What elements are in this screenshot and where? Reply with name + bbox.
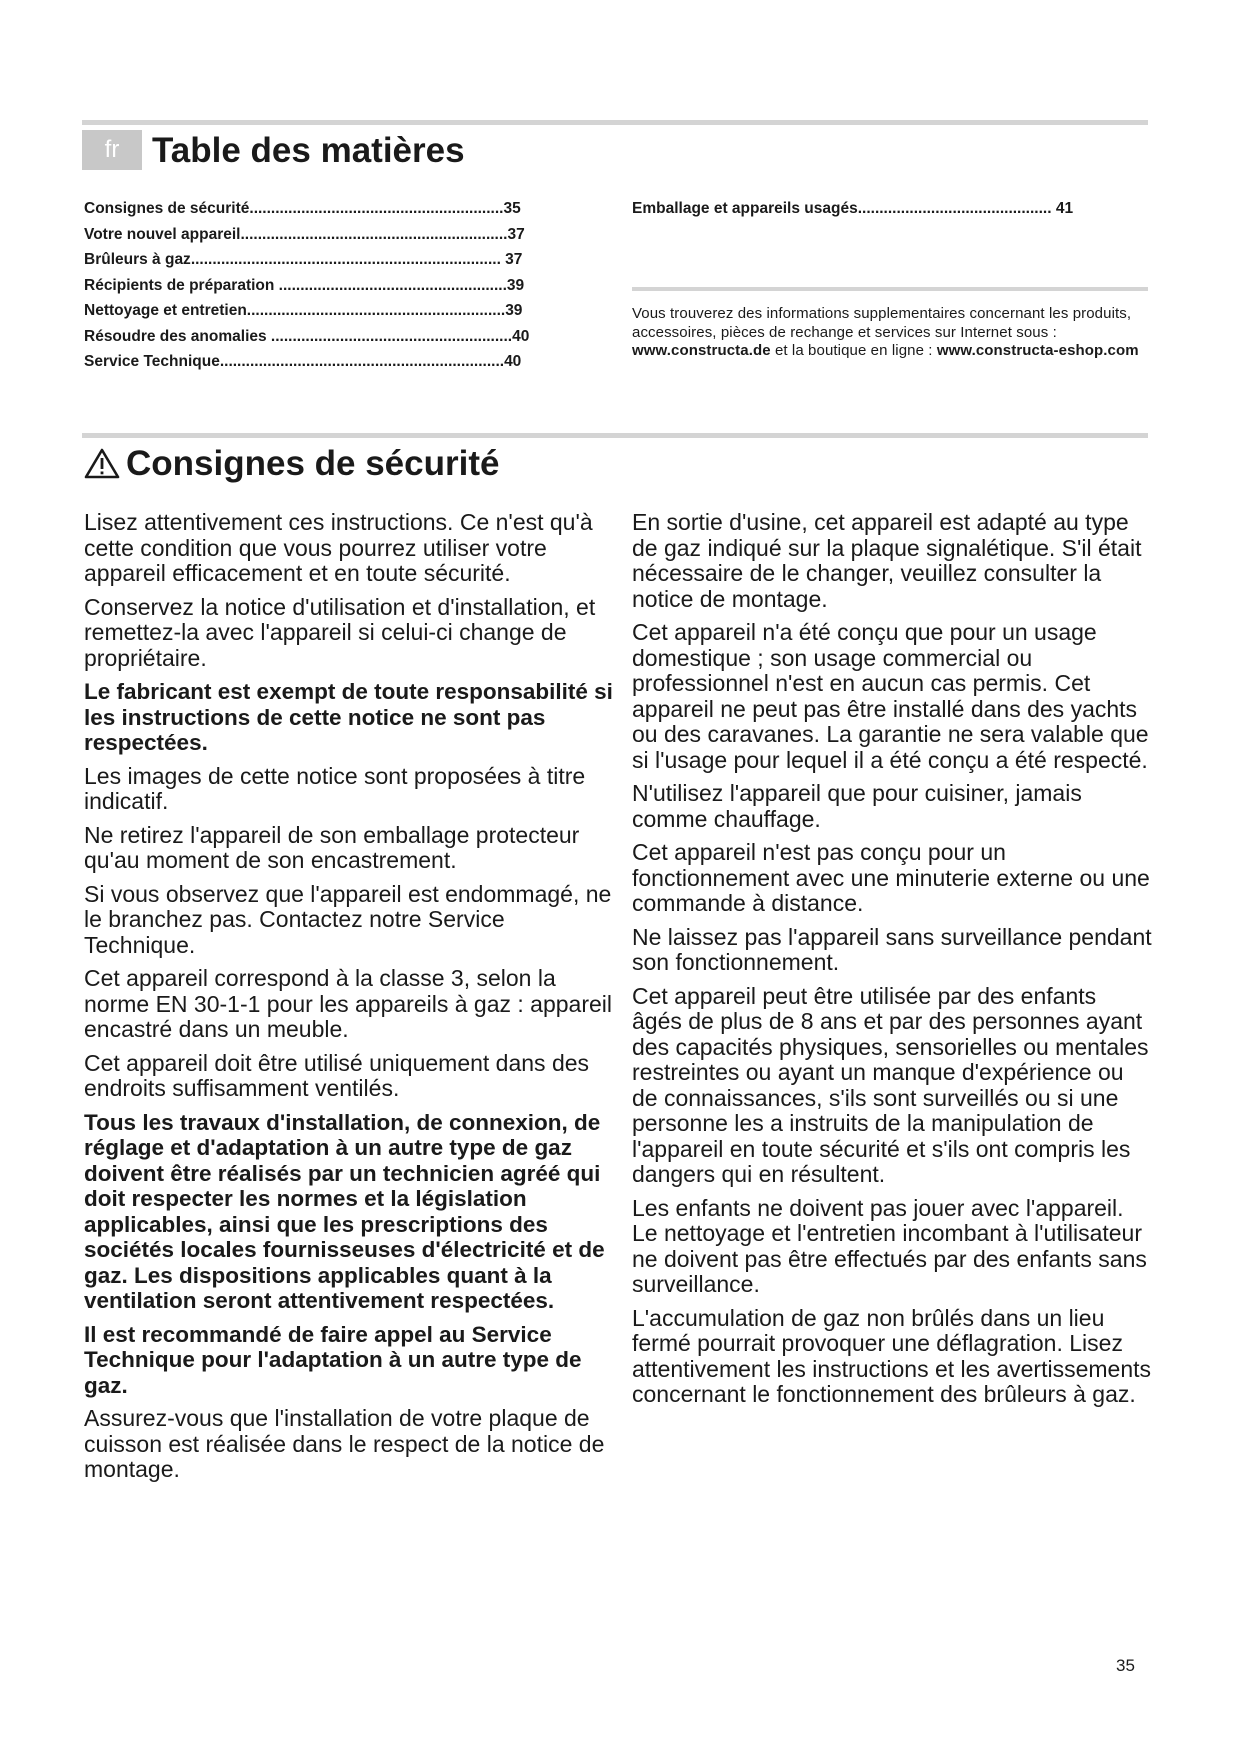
toc-entry-dots: ........................................................ bbox=[266, 327, 513, 345]
safety-paragraph: Cet appareil n'est pas conçu pour un fonctionnement avec une minuterie externe ou une commande à distance. bbox=[632, 839, 1150, 916]
safety-paragraph: Si vous observez que l'appareil est endommagé, ne le branchez pas. Contactez notre Service Technique. bbox=[84, 880, 612, 958]
info-text-1: Vous trouverez des informations supplementaires concernant les produits, accessoires, pièces de rechange et services sur Internet sous : bbox=[632, 305, 1132, 341]
toc-entry-page: 37 bbox=[500, 251, 523, 268]
toc-entry-title: Service Technique bbox=[84, 353, 220, 370]
safety-paragraph: N'utilisez l'appareil que pour cuisiner, jamais comme chauffage. bbox=[632, 780, 1082, 832]
toc-entry-dots: ........................................................................ bbox=[190, 251, 501, 268]
toc-entry-dots: .............................................................. bbox=[240, 225, 508, 243]
safety-bold-paragraph: Le fabricant est exempt de toute responsabilité si les instructions de cette notice ne sont pas respectées. bbox=[84, 679, 613, 755]
toc-entry-page: 37 bbox=[507, 225, 525, 243]
safety-right-column bbox=[632, 510, 1152, 1416]
toc-entry-dots: ........................................................... bbox=[249, 200, 504, 217]
toc-entry[interactable] bbox=[84, 324, 614, 350]
page-number: 35 bbox=[1116, 1656, 1135, 1675]
toc-title: Table des matières bbox=[152, 131, 465, 170]
info-top-rule bbox=[632, 287, 1148, 291]
toc-entry[interactable] bbox=[84, 196, 614, 222]
toc-entry[interactable] bbox=[632, 196, 1132, 222]
toc-entry[interactable] bbox=[84, 298, 614, 324]
toc-entry-title: Brûleurs à gaz bbox=[84, 251, 191, 268]
toc-entry-title: Nettoyage et entretien bbox=[84, 302, 247, 319]
toc-entry-title: Résoudre des anomalies bbox=[84, 327, 267, 345]
toc-entry-dots: .................................................................. bbox=[219, 353, 505, 370]
info-text-2: et la boutique en ligne : bbox=[770, 342, 937, 359]
toc-entry-title: Récipients de préparation bbox=[84, 276, 275, 294]
toc-top-rule bbox=[82, 120, 1148, 125]
safety-paragraph: Cet appareil peut être utilisée par des enfants âgés de plus de 8 ans et par des personnes ayant des capacités physiques, sensorielles ou mentales restreintes ou ayant un manque d'expérience ou de connaissances, s'ils sont surveillés ou si une personne les a instruits de la manipulation de l'appareil en toute sécurité et s'ils ont compris les dangers qui en résultent. bbox=[632, 982, 1149, 1187]
toc-entry[interactable] bbox=[84, 349, 614, 375]
safety-title: Consignes de sécurité bbox=[126, 444, 500, 483]
safety-paragraph: Lisez attentivement ces instructions. Ce n'est qu'à cette condition que vous pourrez utiliser votre appareil efficacement et en toute sécurité. bbox=[84, 509, 593, 586]
toc-entry-page: 35 bbox=[503, 200, 521, 217]
toc-entry-dots: ..................................................... bbox=[274, 276, 507, 294]
info-paragraph bbox=[632, 305, 1150, 361]
safety-left-column bbox=[84, 510, 614, 1491]
warning-triangle-icon bbox=[84, 447, 120, 488]
safety-paragraph: L'accumulation de gaz non brûlés dans un lieu fermé pourrait provoquer une déflagration. Lisez attentivement les instructions et les avertissements concernant le fonctionnement des brûleurs à gaz. bbox=[632, 1304, 1152, 1407]
safety-paragraph: En sortie d'usine, cet appareil est adapté au type de gaz indiqué sur la plaque signalétique. S'il était nécessaire de le changer, veuillez consulter la notice de montage. bbox=[632, 509, 1142, 612]
safety-paragraph: Les enfants ne doivent pas jouer avec l'appareil. Le nettoyage et l'entretien incombant à l'utilisateur ne doivent pas être effectués par des enfants sans surveillance. bbox=[632, 1194, 1147, 1297]
toc-right-column bbox=[632, 196, 1132, 222]
language-badge: fr bbox=[82, 130, 142, 170]
info-url-constructa: www.constructa.de bbox=[632, 342, 771, 359]
toc-entry-page: 40 bbox=[512, 327, 530, 345]
toc-left-column bbox=[84, 196, 614, 375]
safety-bold-paragraph: Il est recommandé de faire appel au Service Technique pour l'adaptation à un autre type de gaz. bbox=[84, 1321, 582, 1398]
toc-entry-page: 39 bbox=[506, 276, 525, 294]
toc-entry-dots: ............................................................ bbox=[246, 302, 506, 319]
safety-paragraph: Assurez-vous que l'installation de votre plaque de cuisson est réalisée dans le respect de la notice de montage. bbox=[84, 1405, 605, 1482]
toc-entry-title: Emballage et appareils usagés bbox=[632, 200, 858, 217]
safety-paragraph: Conservez la notice d'utilisation et d'installation, et remettez-la avec l'appareil si celui-ci change de propriétaire. bbox=[84, 593, 596, 671]
safety-paragraph: Cet appareil doit être utilisé uniquement dans des endroits suffisamment ventilés. bbox=[84, 1049, 590, 1101]
safety-top-rule bbox=[82, 433, 1148, 438]
toc-entry-page: 39 bbox=[505, 302, 523, 319]
safety-paragraph: Ne retirez l'appareil de son emballage protecteur qu'au moment de son encastrement. bbox=[84, 821, 580, 873]
safety-title-heading bbox=[84, 444, 499, 488]
toc-entry-dots: ............................................. bbox=[857, 200, 1052, 217]
toc-entry-title: Votre nouvel appareil bbox=[84, 225, 241, 243]
toc-entry-title: Consignes de sécurité bbox=[84, 200, 250, 217]
toc-entry[interactable] bbox=[84, 222, 614, 248]
toc-entry-page: 40 bbox=[504, 353, 522, 370]
info-url-eshop: www.constructa-eshop.com bbox=[936, 342, 1139, 359]
toc-entry-page: 41 bbox=[1051, 200, 1074, 217]
safety-paragraph: Ne laissez pas l'appareil sans surveillance pendant son fonctionnement. bbox=[632, 923, 1152, 975]
toc-entry[interactable] bbox=[84, 273, 614, 299]
safety-bold-paragraph: Tous les travaux d'installation, de connexion, de réglage et d'adaptation à un autre type de gaz doivent être réalisés par un technicien agréé qui doit respecter les normes et la législation applicables, ainsi que les prescriptions des sociétés locales fournisseuses d'électricité et de gaz. Les dispositions applicables quant à la ventilation seront attentivement respectées. bbox=[84, 1109, 605, 1313]
safety-paragraph: Les images de cette notice sont proposées à titre indicatif. bbox=[84, 762, 586, 814]
safety-paragraph: Cet appareil n'a été conçu que pour un usage domestique ; son usage commercial ou professionnel n'est en aucun cas permis. Cet appareil ne peut pas être installé dans des yachts ou des caravanes. La garantie ne sera valable que si l'usage pour lequel il a été conçu a été respecté. bbox=[632, 619, 1149, 773]
safety-paragraph: Cet appareil correspond à la classe 3, selon la norme EN 30-1-1 pour les appareils à gaz : appareil encastré dans un meuble. bbox=[84, 965, 613, 1042]
toc-entry[interactable] bbox=[84, 247, 614, 273]
